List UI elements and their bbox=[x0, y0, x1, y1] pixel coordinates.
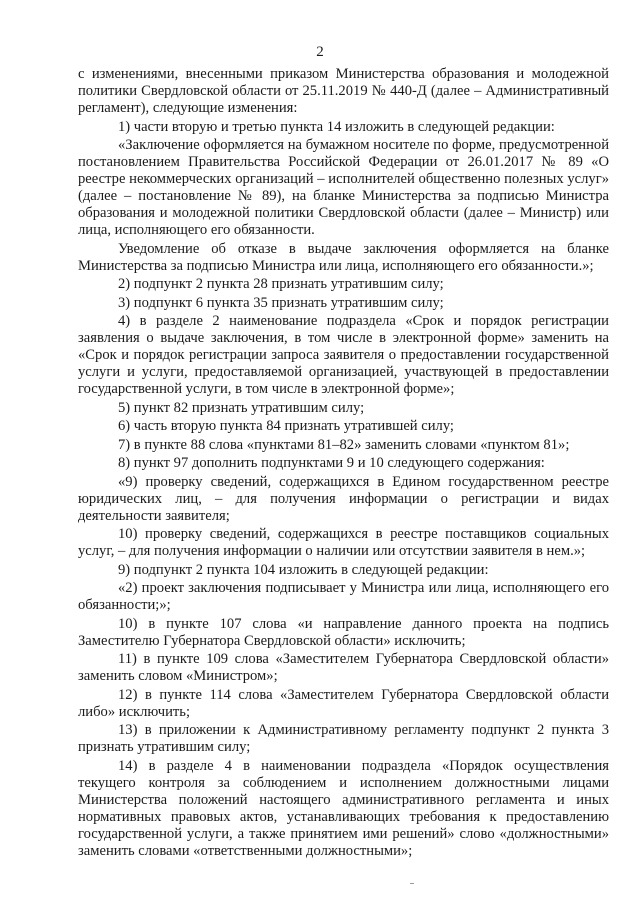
paragraph-item-7: 7) в пункте 88 слова «пунктами 81–82» заменить словами «пунктом 81»; bbox=[118, 436, 570, 453]
paragraph-quote-subitem-2: «2) проект заключения подписывает у Министра или лица, исполняющего его обязанности;»; bbox=[78, 580, 609, 613]
paragraph-quote-refusal: Уведомление об отказе в выдаче заключения оформляется на бланке Министерства за подписью Министра или лица, исполняющего его обязанности.»; bbox=[78, 240, 609, 274]
paragraph-intro: с изменениями, внесенными приказом Министерства образования и молодежной политики Свердловской области от 25.11.2019 № 440-Д (далее – Административный регламент), следующие изменения: bbox=[78, 66, 609, 116]
paragraph-subitem-9: «9) проверку сведений, содержащихся в Едином государственном реестре юридических лиц, – для получения информации о регистрации и видах деятельности заявителя; bbox=[78, 473, 609, 524]
paragraph-item-3: 3) подпункт 6 пункта 35 признать утратившим силу; bbox=[118, 294, 444, 311]
paragraph-item-5: 5) пункт 82 признать утратившим силу; bbox=[118, 399, 365, 416]
paragraph-item-14: 14) в разделе 4 в наименовании подраздела «Порядок осуществления текущего контроля за соблюдением и исполнением должностными лицами Министерства положений настоящего административного регламента и иных нормативных правовых актов, устанавливающих требования к предоставлению государственной услуги, а также принятием ими решений» слово «должностными» заменить словами «ответственными должностными»; bbox=[78, 757, 609, 859]
paragraph-item-11: 11) в пункте 109 слова «Заместителем Губернатора Свердловской области» заменить словом «Министром»; bbox=[78, 651, 609, 684]
paragraph-item-2: 2) подпункт 2 пункта 28 признать утратившим силу; bbox=[118, 276, 444, 292]
paragraph-item-13: 13) в приложении к Административному регламенту подпункт 2 пункта 3 признать утратившим силу; bbox=[78, 722, 609, 755]
scan-artifact bbox=[410, 883, 414, 884]
paragraph-item-1: 1) части вторую и третью пункта 14 изложить в следующей редакции: bbox=[118, 118, 555, 135]
paragraph-item-9: 9) подпункт 2 пункта 104 изложить в следующей редакции: bbox=[118, 561, 489, 578]
page-number: 2 bbox=[316, 44, 324, 60]
paragraph-item-10: 10) в пункте 107 слова «и направление данного проекта на подпись Заместителю Губернатора Свердловской области» исключить; bbox=[78, 615, 609, 649]
paragraph-quote-conclusion: «Заключение оформляется на бумажном носителе по форме, предусмотренной постановлением Правительства Российской Федерации от 26.01.2017 № 89 «О реестре некоммерческих организаций – исполнителей общественно полезных услуг» (далее – постановление № 89), на бланке Министерства за подписью Министра образования и молодежной политики Свердловской области (далее – Министр) или лица, исполняющего его обязанности. bbox=[78, 137, 609, 238]
paragraph-item-12: 12) в пункте 114 слова «Заместителем Губернатора Свердловской области либо» исключить; bbox=[78, 686, 609, 720]
paragraph-item-4: 4) в разделе 2 наименование подраздела «Срок и порядок регистрации заявления о выдаче заключения, в том числе в электронной форме» заменить на «Срок и порядок регистрации запроса заявителя о предоставлении государственной услуги и услуги, предоставляемой организацией, участвующей в предоставлении государственной услуги, в том числе в электронной форме»; bbox=[78, 313, 609, 397]
document-body bbox=[78, 66, 609, 861]
paragraph-item-8: 8) пункт 97 дополнить подпунктами 9 и 10 следующего содержания: bbox=[118, 455, 545, 471]
paragraph-item-6: 6) часть вторую пункта 84 признать утратившей силу; bbox=[118, 418, 454, 434]
paragraph-subitem-10: 10) проверку сведений, содержащихся в реестре поставщиков социальных услуг, – для получения информации о наличии или отсутствии заявителя в нем.»; bbox=[78, 526, 609, 559]
